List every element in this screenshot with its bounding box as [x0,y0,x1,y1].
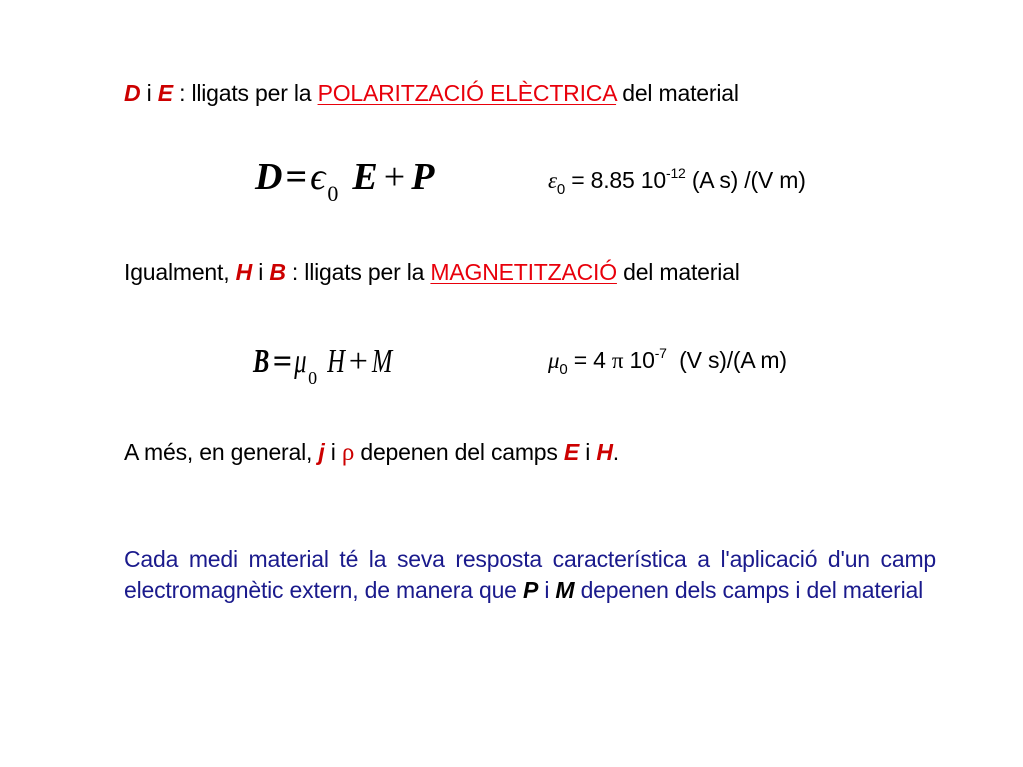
line2-end: del material [616,259,740,285]
magnetization-term: MAGNETITZACIÓ [430,259,617,285]
para-end: depenen dels camps i del material [574,577,924,603]
mu0-constant [548,345,787,378]
rho-symbol: ρ [341,439,355,466]
conj-i: i [538,577,556,603]
symbol-j: j [318,439,325,465]
mu0-value: = 4 [567,347,612,373]
mu0-subscript: 0 [559,361,568,378]
symbol-E: E [563,439,580,465]
line3-end: . [612,439,619,465]
symbol-H: H [596,439,613,465]
formula-D [255,153,435,206]
line1-text: : lligats per la [172,80,318,106]
epsilon0-subscript: 0 [556,181,566,198]
symbol-P: P [522,577,539,603]
symbol-B: B [269,259,286,285]
formula-B [250,340,395,388]
formula-M-symbol: M [371,343,392,380]
conj-i: i [324,439,342,465]
mu0-symbol: μ [548,348,560,373]
mu0-units: (V s)/(A m) [666,347,787,373]
line1-end: del material [616,80,739,106]
line-polarization [124,79,739,107]
polarization-term: POLARITZACIÓ ELÈCTRICA [317,80,617,106]
line3-text: depenen del camps [354,439,564,465]
symbol-H: H [235,259,253,285]
line-dependence [124,438,619,467]
epsilon0-constant [548,165,806,198]
formula-equals: = [272,343,292,380]
formula-H-symbol: H [327,343,345,380]
mu0-exponent: -7 [654,345,667,361]
formula-equals: = [285,156,308,198]
material-response-paragraph [124,544,936,606]
epsilon0-symbol: ε [548,168,557,193]
epsilon0-units: (A s) /(V m) [685,167,806,193]
formula-D-symbol: D [255,156,283,198]
symbol-M: M [555,577,575,603]
formula-E-symbol: E [352,156,378,198]
line2-text: : lligats per la [285,259,431,285]
epsilon0-value: = 8.85 10 [565,167,666,193]
para-start: Cada medi material té la seva resposta característica a l'aplicació d'un camp electromagnètic extern, de manera que [124,546,936,603]
epsilon-symbol: ϵ [310,156,326,198]
symbol-D: D [124,80,141,106]
formula-P-symbol: P [411,156,435,198]
conj-i: i [140,80,158,106]
mu-symbol: μ [294,343,306,380]
line3-start: A més, en general, [124,439,319,465]
line-magnetization [124,258,740,286]
formula-B-symbol: B [253,343,269,380]
pi-symbol: π [611,348,624,373]
conj-i: i [252,259,270,285]
conj-i: i [579,439,597,465]
mu0-ten: 10 [623,347,655,373]
formula-plus: + [383,156,406,198]
formula-plus: + [348,343,367,380]
symbol-E: E [157,80,173,106]
epsilon-subscript: 0 [327,181,339,206]
epsilon0-exponent: -12 [665,165,686,181]
line2-start: Igualment, [124,259,236,285]
mu-subscript: 0 [308,368,317,388]
